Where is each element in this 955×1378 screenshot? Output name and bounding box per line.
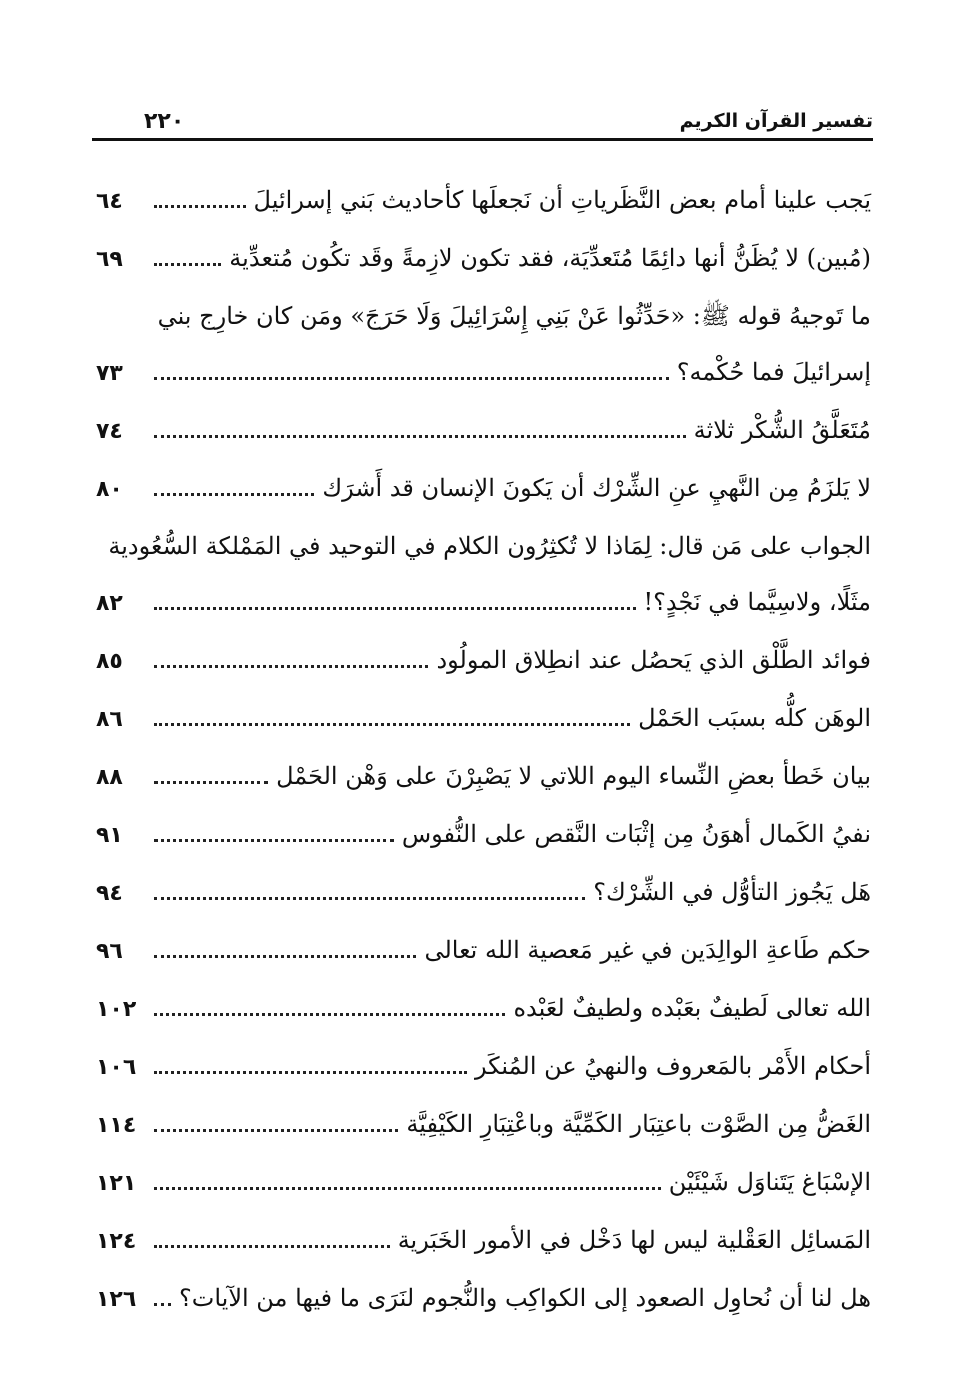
toc-entry-text: (مُبين) لا يُظَنُّ أنها دائِمًا مُتَعدِّيَة، فقد تكون لازِمةً وقَد تكُون مُتعدِّية: [229, 244, 871, 272]
toc-entry-page: ٨٢: [96, 591, 123, 616]
toc-entry-page: ٧٤: [96, 419, 123, 444]
dot-leader: [154, 1013, 505, 1016]
dot-leader: [154, 781, 268, 784]
toc-entry-page: ١٢٤: [96, 1229, 137, 1254]
toc-entry: [96, 230, 871, 288]
toc-entry-text: إسرائيلَ فما حُكْمه؟: [676, 358, 871, 386]
toc-entry-text-line1: ما تَوجيهُ قوله ﷺ: «حَدِّثُوا عَنْ بَنِي إِسْرَائِيلَ وَلَا حَرَجَ» ومَن كان خارِج بني: [157, 302, 871, 330]
toc-entry-text: فوائد الطَّلْق الذي يَحصُل عند انطِلاق المولُود: [436, 646, 871, 674]
toc-entry: [96, 1212, 871, 1270]
dot-leader: [154, 1187, 661, 1190]
toc-entry-text: الله تعالى لَطيفٌ بعَبْده ولطيفٌ لعَبْده: [513, 994, 871, 1022]
toc-entry: [96, 1096, 871, 1154]
toc-entry: [96, 518, 871, 632]
toc-entry-text: يَجب علينا أمام بعض النَّظَرياتِ أن نَجعلَها كأحاديث بَني إسرائيلَ: [253, 186, 871, 214]
toc-entry-page: ٨٦: [96, 707, 123, 732]
toc-entry-text: حكم طَاعةِ الوالِدَين في غير مَعصية الله تعالى: [424, 936, 871, 964]
book-title: تفسير القرآن الكريم: [679, 110, 873, 132]
toc-entry-text: الغَضُّ مِن الصَّوْت باعتِبَار الكَمِّيَّة وباعْتِبَارِ الكَيْفِيَّة: [406, 1110, 871, 1138]
toc-entry-text: هل لنا أن نُحاوِل الصعود إلى الكواكِب والنُّجوم لنَرَى ما فيها من الآيات؟: [179, 1284, 871, 1312]
toc-entry-page: ٨٠: [96, 477, 123, 502]
toc-entry: [96, 748, 871, 806]
toc-entry-text: الوهَن كلُّه بسبَب الحَمْل: [638, 704, 871, 732]
table-of-contents: [96, 172, 871, 1328]
dot-leader: [154, 665, 428, 668]
dot-leader: [154, 205, 246, 208]
toc-entry: [96, 1270, 871, 1328]
toc-entry-page: ٦٤: [96, 189, 123, 214]
toc-entry-text: مثَلًا، ولاسِيَّما في نَجْدٍ؟!: [643, 588, 871, 616]
toc-entry-page: ٩٤: [96, 881, 123, 906]
toc-entry-text: الإسْبَاغ يَتَناوَل شَيْئَيْن: [668, 1168, 871, 1196]
toc-entry: [96, 1038, 871, 1096]
toc-entry-page: ٩٦: [96, 939, 123, 964]
dot-leader: [154, 1303, 171, 1306]
toc-entry-page: ٨٥: [96, 649, 123, 674]
toc-entry-text-line1: الجواب على مَن قال: لِمَاذا لا تُكثِرُون الكلام في التوحيد في المَمْلكة السُّعُودية: [108, 532, 871, 560]
dot-leader: [154, 1129, 398, 1132]
toc-entry-text: أحكام الأَمْر بالمَعروف والنهيُ عن المُنكَر: [474, 1052, 871, 1080]
dot-leader: [154, 839, 394, 842]
toc-entry-text: هَل يَجُوز التأوُّل في الشِّرْك؟: [593, 878, 871, 906]
dot-leader: [154, 263, 221, 266]
toc-entry-page: ١٢١: [96, 1171, 137, 1196]
toc-entry-text: مُتَعَلَّقُ الشُّكْر ثلاثة: [693, 416, 871, 444]
dot-leader: [154, 607, 636, 610]
toc-entry-page: ٩١: [96, 823, 123, 848]
toc-entry: [96, 980, 871, 1038]
toc-entry-text: بيان خَطأ بعضِ النِّساء اليوم اللاتي لا يَصْبِرْنَ على وَهْن الحَمْل: [276, 762, 871, 790]
toc-entry-text: المَسائِل العَقْلية ليس لها دَخْل في الأمور الخَبَرية: [397, 1226, 871, 1254]
toc-entry: [96, 864, 871, 922]
toc-entry: [96, 172, 871, 230]
toc-entry: [96, 922, 871, 980]
dot-leader: [154, 377, 669, 380]
toc-entry: [96, 402, 871, 460]
toc-entry-page: ١٠٢: [96, 997, 137, 1022]
dot-leader: [154, 1245, 390, 1248]
toc-entry: [96, 806, 871, 864]
dot-leader: [154, 493, 314, 496]
toc-entry-page: ١٠٦: [96, 1055, 137, 1080]
toc-entry-page: ١١٤: [96, 1113, 137, 1138]
dot-leader: [154, 897, 585, 900]
toc-entry-page: ٧٣: [96, 361, 123, 386]
toc-entry-page: ١٢٦: [96, 1287, 137, 1312]
dot-leader: [154, 1071, 467, 1074]
toc-entry-page: ٨٨: [96, 765, 123, 790]
toc-entry-text: لا يَلزَمُ مِن النَّهيِ عنِ الشِّرْك أن يَكونَ الإنسان قد أَشرَك: [322, 474, 871, 502]
running-header: [92, 98, 873, 141]
toc-entry: [96, 288, 871, 402]
toc-entry: [96, 1154, 871, 1212]
page-number: ٢٢٠: [144, 109, 185, 134]
dot-leader: [154, 723, 630, 726]
toc-entry-page: ٦٩: [96, 247, 123, 272]
toc-entry: [96, 632, 871, 690]
dot-leader: [154, 955, 416, 958]
toc-entry: [96, 690, 871, 748]
dot-leader: [154, 435, 686, 438]
toc-entry-text: نفيُ الكَمال أهوَنُ مِن إثْبَات النَّقص على النُّفوس: [401, 820, 871, 848]
toc-entry: [96, 460, 871, 518]
